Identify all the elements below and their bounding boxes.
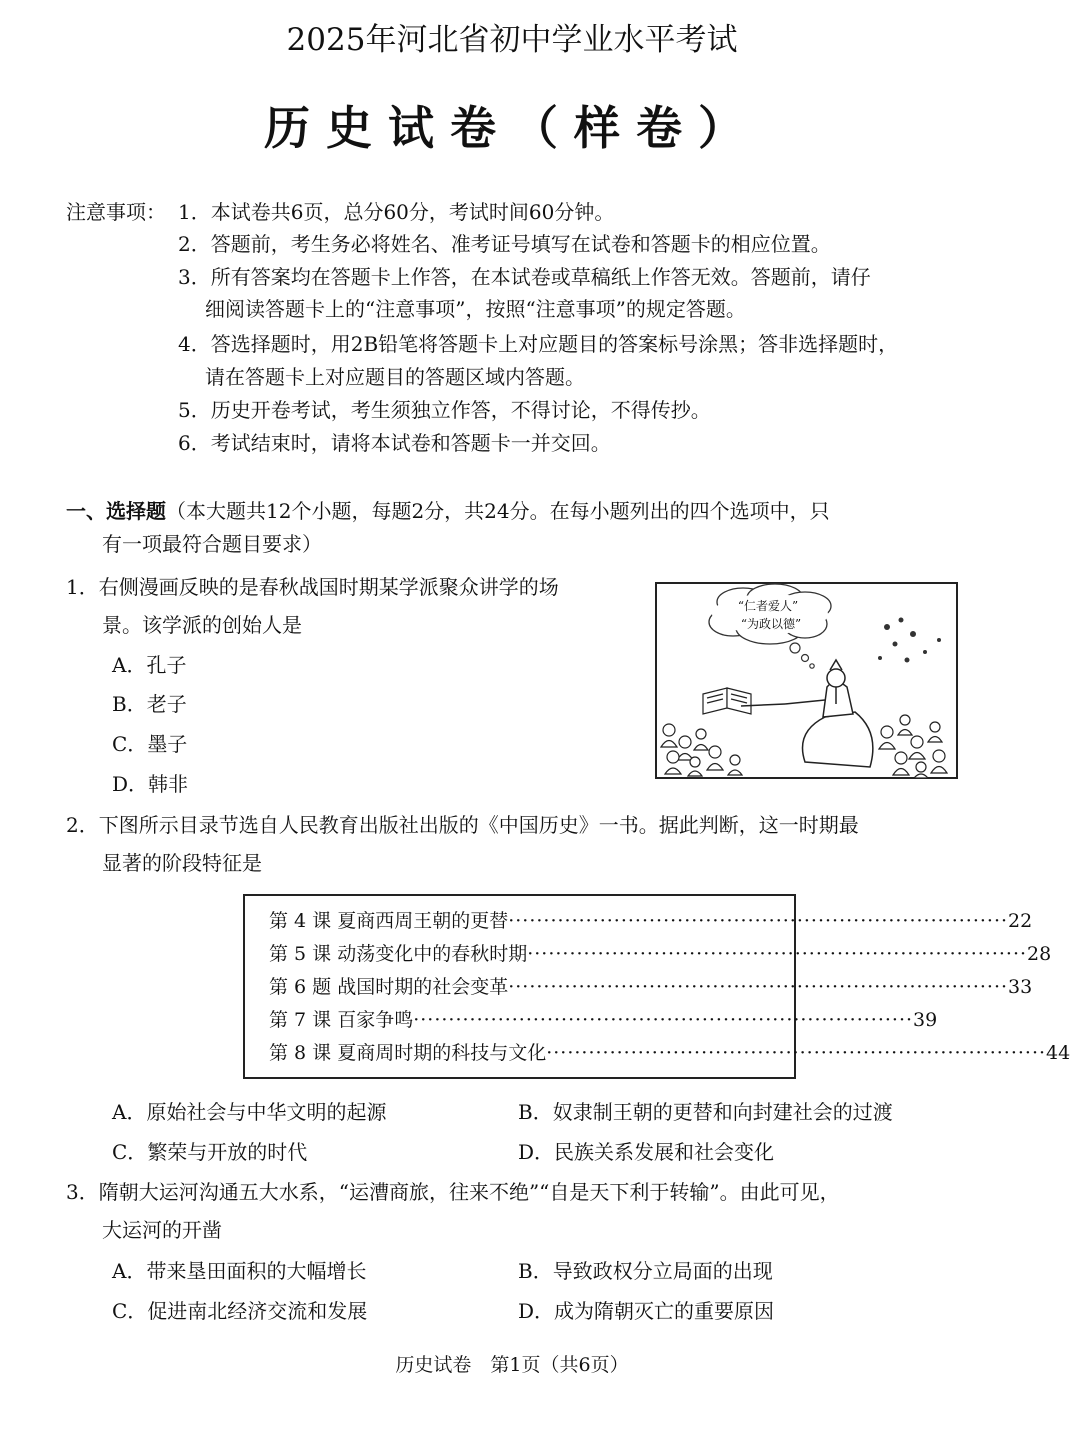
question-1-option-a[interactable] bbox=[112, 652, 186, 678]
toc-page: 44 bbox=[1046, 1042, 1070, 1064]
notice-label: 注意事项： bbox=[66, 200, 166, 224]
confucius-cartoon bbox=[655, 582, 958, 779]
notice-item-2 bbox=[178, 231, 831, 257]
question-2-stem-cont: 显著的阶段特征是 bbox=[102, 851, 262, 875]
notice-num: 4． bbox=[178, 332, 211, 356]
question-text: 下图所示目录节选自人民教育出版社出版的《中国历史》一书。据此判断，这一时期最 bbox=[98, 813, 859, 837]
question-2-option-c[interactable] bbox=[112, 1139, 307, 1165]
toc-page: 39 bbox=[913, 1009, 938, 1031]
section-title: 一、选择题 bbox=[66, 499, 166, 523]
notice-item-6 bbox=[178, 430, 611, 456]
notice-text: 本试卷共6页，总分60分，考试时间60分钟。 bbox=[210, 200, 615, 224]
table-of-contents bbox=[243, 894, 1070, 1079]
toc-page: 22 bbox=[1008, 910, 1033, 932]
paper-title: 历史试卷（样卷） bbox=[264, 101, 760, 155]
option-letter: D． bbox=[518, 1299, 555, 1323]
question-3-option-a[interactable] bbox=[112, 1258, 366, 1284]
notice-num: 6． bbox=[178, 431, 211, 455]
notice-text: 历史开卷考试，考生须独立作答，不得讨论，不得传抄。 bbox=[210, 398, 711, 422]
notice-num: 1． bbox=[178, 200, 211, 224]
notice-num: 2． bbox=[178, 232, 211, 256]
bubble-text-1: “仁者爱人” bbox=[737, 599, 799, 613]
question-1-stem bbox=[66, 574, 559, 600]
question-1-option-d[interactable] bbox=[112, 771, 188, 797]
toc-row bbox=[269, 1005, 938, 1035]
bubble-text-2: “为政以德” bbox=[740, 617, 802, 631]
toc-page: 28 bbox=[1027, 943, 1052, 965]
option-letter: B． bbox=[518, 1100, 553, 1124]
page-footer: 历史试卷 第1页（共6页） bbox=[395, 1354, 629, 1376]
option-letter: B． bbox=[112, 692, 147, 716]
question-number: 3． bbox=[66, 1180, 99, 1204]
question-3-option-b[interactable] bbox=[518, 1258, 773, 1284]
question-1-option-c[interactable] bbox=[112, 731, 187, 757]
option-text: 孔子 bbox=[146, 653, 187, 677]
notice-item-4-cont: 请在答题卡上对应题目的答题区域内答题。 bbox=[205, 365, 585, 389]
section-desc: （本大题共12个小题，每题2分，共24分。在每小题列出的四个选项中，只 bbox=[166, 499, 830, 523]
question-3-stem bbox=[66, 1179, 840, 1205]
option-letter: A． bbox=[112, 653, 147, 677]
option-text: 带来垦田面积的大幅增长 bbox=[146, 1259, 367, 1283]
notice-item-5 bbox=[178, 397, 711, 423]
option-text: 老子 bbox=[146, 692, 187, 716]
question-1-option-b[interactable] bbox=[112, 691, 187, 717]
option-letter: B． bbox=[518, 1259, 553, 1283]
section-heading bbox=[66, 498, 830, 524]
toc-row bbox=[269, 1038, 1070, 1068]
option-letter: A． bbox=[112, 1100, 147, 1124]
notice-text: 所有答案均在答题卡上作答，在本试卷或草稿纸上作答无效。答题前，请仔 bbox=[210, 265, 871, 289]
question-number: 1． bbox=[66, 575, 99, 599]
option-text: 奴隶制王朝的更替和向封建社会的过渡 bbox=[552, 1100, 893, 1124]
question-3-option-c[interactable] bbox=[112, 1298, 367, 1324]
question-3-option-d[interactable] bbox=[518, 1298, 774, 1324]
option-letter: D． bbox=[112, 772, 149, 796]
toc-title: 第 8 课 夏商周时期的科技与文化 bbox=[269, 1042, 547, 1064]
question-number: 2． bbox=[66, 813, 99, 837]
notice-item-4 bbox=[178, 331, 898, 357]
question-3-stem-cont: 大运河的开凿 bbox=[102, 1218, 222, 1242]
toc-row bbox=[269, 972, 1033, 1002]
question-1-stem-cont: 景。该学派的创始人是 bbox=[102, 613, 302, 637]
option-text: 韩非 bbox=[148, 772, 189, 796]
option-letter: D． bbox=[518, 1140, 555, 1164]
toc-leader: ······································································· bbox=[508, 976, 1009, 998]
section-desc-cont: 有一项最符合题目要求） bbox=[102, 532, 322, 556]
notice-text: 答选择题时，用2B铅笔将答题卡上对应题目的答案标号涂黑；答非选择题时， bbox=[210, 332, 899, 356]
question-text: 隋朝大运河沟通五大水系，“运漕商旅，往来不绝”“自是天下利于转输”。由此可见， bbox=[98, 1180, 840, 1204]
question-2-option-d[interactable] bbox=[518, 1139, 774, 1165]
toc-leader: ······································································· bbox=[527, 943, 1028, 965]
toc-leader: ······································································· bbox=[508, 910, 1009, 932]
option-text: 促进南北经济交流和发展 bbox=[147, 1299, 368, 1323]
toc-title: 第 6 题 战国时期的社会变革 bbox=[269, 976, 509, 998]
option-letter: C． bbox=[112, 732, 148, 756]
option-letter: A． bbox=[112, 1259, 147, 1283]
notice-num: 3． bbox=[178, 265, 211, 289]
notice-text: 考试结束时，请将本试卷和答题卡一并交回。 bbox=[210, 431, 611, 455]
toc-row bbox=[269, 939, 1052, 969]
notice-item-3-cont: 细阅读答题卡上的“注意事项”，按照“注意事项”的规定答题。 bbox=[205, 297, 746, 321]
question-text: 右侧漫画反映的是春秋战国时期某学派聚众讲学的场 bbox=[98, 575, 559, 599]
option-text: 繁荣与开放的时代 bbox=[147, 1140, 308, 1164]
question-2-stem bbox=[66, 812, 859, 838]
option-text: 成为隋朝灭亡的重要原因 bbox=[554, 1299, 775, 1323]
option-text: 导致政权分立局面的出现 bbox=[552, 1259, 773, 1283]
notice-item-1 bbox=[178, 199, 614, 225]
notice-item-3 bbox=[178, 264, 871, 290]
option-text: 墨子 bbox=[147, 732, 188, 756]
question-2-option-a[interactable] bbox=[112, 1099, 386, 1125]
toc-title: 第 7 课 百家争鸣 bbox=[269, 1009, 414, 1031]
toc-title: 第 5 课 动荡变化中的春秋时期 bbox=[269, 943, 528, 965]
toc-leader: ······································································· bbox=[546, 1042, 1047, 1064]
toc-row bbox=[269, 906, 1033, 936]
option-letter: C． bbox=[112, 1299, 148, 1323]
toc-page: 33 bbox=[1008, 976, 1033, 998]
option-text: 原始社会与中华文明的起源 bbox=[146, 1100, 387, 1124]
notice-text: 答题前，考生务必将姓名、准考证号填写在试卷和答题卡的相应位置。 bbox=[210, 232, 831, 256]
option-letter: C． bbox=[112, 1140, 148, 1164]
exam-title: 2025年河北省初中学业水平考试 bbox=[286, 22, 738, 58]
toc-title: 第 4 课 夏商西周王朝的更替 bbox=[269, 910, 509, 932]
toc-leader: ······································································· bbox=[413, 1009, 914, 1031]
notice-num: 5． bbox=[178, 398, 211, 422]
option-text: 民族关系发展和社会变化 bbox=[554, 1140, 775, 1164]
question-2-option-b[interactable] bbox=[518, 1099, 893, 1125]
